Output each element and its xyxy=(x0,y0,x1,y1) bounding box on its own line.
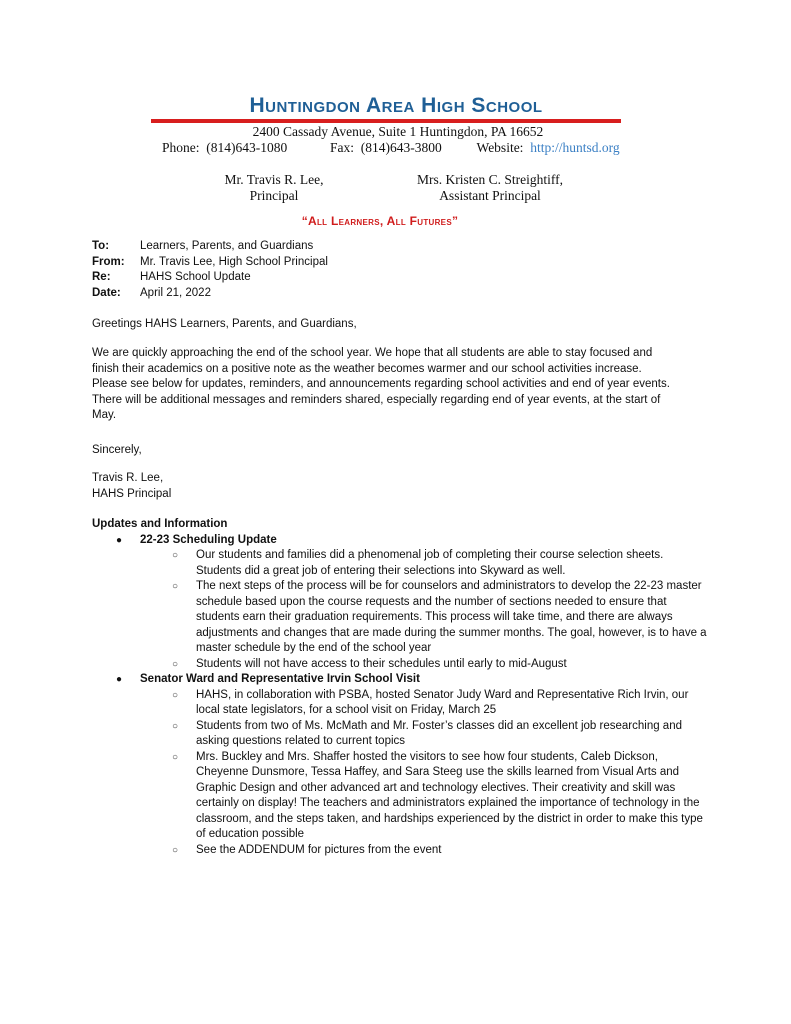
sub-bullet-icon: ○ xyxy=(172,550,179,561)
principal-title: Principal xyxy=(249,188,299,203)
memo-date xyxy=(92,286,328,302)
memo-to-value: Learners, Parents, and Guardians xyxy=(140,240,314,252)
list-item xyxy=(172,548,732,579)
list-item xyxy=(172,579,732,657)
website-label: Website: xyxy=(476,140,524,155)
list-item xyxy=(172,688,732,719)
sub-bullet-icon: ○ xyxy=(172,720,179,732)
update-topic xyxy=(116,533,732,549)
fax-number: (814)643-3800 xyxy=(360,140,442,155)
memo-header xyxy=(92,239,328,301)
sub-bullet-icon: ○ xyxy=(172,658,179,670)
greeting: Greetings HAHS Learners, Parents, and Guardians, xyxy=(92,318,357,330)
list-item xyxy=(172,750,732,843)
bullet-icon: ● xyxy=(116,534,123,546)
list-item-text: Students from two of Ms. McMath and Mr. Foster’s classes did an excellent job researching and asking questions related to current topics xyxy=(196,719,682,747)
list-item xyxy=(172,843,732,859)
memo-re-value: HAHS School Update xyxy=(140,271,251,283)
list-item-text: HAHS, in collaboration with PSBA, hosted Senator Judy Ward and Representative Rich Irvin, our local state legislators, for a school visit on Friday, March 25 xyxy=(196,688,689,716)
header-divider xyxy=(151,119,621,123)
paragraph-line: May. xyxy=(92,409,117,421)
list-item-text: Students will not have access to their schedules until early to mid-August xyxy=(196,657,567,670)
memo-to-label: To: xyxy=(92,240,110,252)
memo-from xyxy=(92,255,328,271)
updates-heading: Updates and Information xyxy=(92,518,228,530)
phone-number: (814)643-1080 xyxy=(206,140,288,155)
paragraph-line: There will be additional messages and reminders shared, especially regarding end of year events, at the start of xyxy=(92,393,661,406)
memo-to xyxy=(92,239,328,255)
sub-bullet-icon: ○ xyxy=(172,581,179,592)
memo-re xyxy=(92,270,328,286)
memo-date-label: Date: xyxy=(92,286,121,299)
memo-from-value: Mr. Travis Lee, High School Principal xyxy=(140,255,328,268)
updates-section xyxy=(92,517,732,858)
memo-re-label: Re: xyxy=(92,271,111,283)
school-motto: “All Learners, All Futures” xyxy=(301,214,459,228)
paragraph-line: We are quickly approaching the end of the school year. We hope that all students are able to stay focused and xyxy=(92,347,653,359)
update-topic-title: Senator Ward and Representative Irvin School Visit xyxy=(140,673,420,685)
sub-bullet-icon: ○ xyxy=(172,689,179,701)
list-item-text: Mrs. Buckley and Mrs. Shaffer hosted the visitors to see how four students, Caleb Dickson, Cheyenne Dunsmore, Tessa Haffey, and Sara Steeg use the skills learned from Visual Arts and Graphic Design and other advanced art and technology electives. Their creativity and skill was certainly on display! The teachers and administrators explained the importance of technology in the classroom, and the steps taken, and hardships experienced by the district in order to make this type of education possible xyxy=(196,750,703,840)
sub-bullet-icon: ○ xyxy=(172,844,179,856)
memo-from-label: From: xyxy=(92,255,125,268)
school-name: Huntingdon Area High School xyxy=(249,94,543,117)
update-topic xyxy=(116,672,732,688)
sub-bullet-icon: ○ xyxy=(172,751,179,763)
bullet-icon: ● xyxy=(116,674,123,685)
list-item-text: The next steps of the process will be for counselors and administrators to develop the 22-23 master schedule based upon the course requests and the number of sections needed to ensure that students earn their graduation requirements. This process will take time, and there are always adjustments and changes that are made during the summer months. The goal, however, is to have a master schedule by the end of the school year xyxy=(196,580,707,654)
paragraph-line: Please see below for updates, reminders, and announcements regarding school activities and end of year events. xyxy=(92,378,670,390)
fax-label: Fax: xyxy=(330,140,355,155)
list-item-text: Our students and families did a phenomenal job of completing their course selection sheets. Students did a great job of entering their selections into Skyward as well. xyxy=(196,549,664,577)
principal-name: Mr. Travis R. Lee, xyxy=(224,172,324,187)
school-address: 2400 Cassady Avenue, Suite 1 Huntingdon, PA 16652 xyxy=(252,124,544,139)
phone-label: Phone: xyxy=(162,140,200,155)
assistant-principal-block xyxy=(404,172,576,204)
assistant-principal-title: Assistant Principal xyxy=(439,188,541,203)
principal-block xyxy=(218,172,330,204)
intro-paragraph xyxy=(92,346,692,424)
list-item xyxy=(172,657,732,673)
closing: Sincerely, xyxy=(92,444,142,456)
signature-title: HAHS Principal xyxy=(92,487,172,500)
contact-line xyxy=(162,140,620,156)
signature xyxy=(92,471,171,502)
signature-name: Travis R. Lee, xyxy=(92,472,164,484)
list-item xyxy=(172,719,732,750)
website-link[interactable]: http://huntsd.org xyxy=(530,140,620,155)
memo-date-value: April 21, 2022 xyxy=(140,286,211,299)
list-item-text: See the ADDENDUM for pictures from the event xyxy=(196,843,442,856)
update-topic-title: 22-23 Scheduling Update xyxy=(140,533,277,546)
paragraph-line: finish their academics on a positive note as the weather becomes warmer and our school activities increase. xyxy=(92,362,642,375)
assistant-principal-name: Mrs. Kristen C. Streightiff, xyxy=(417,172,563,187)
